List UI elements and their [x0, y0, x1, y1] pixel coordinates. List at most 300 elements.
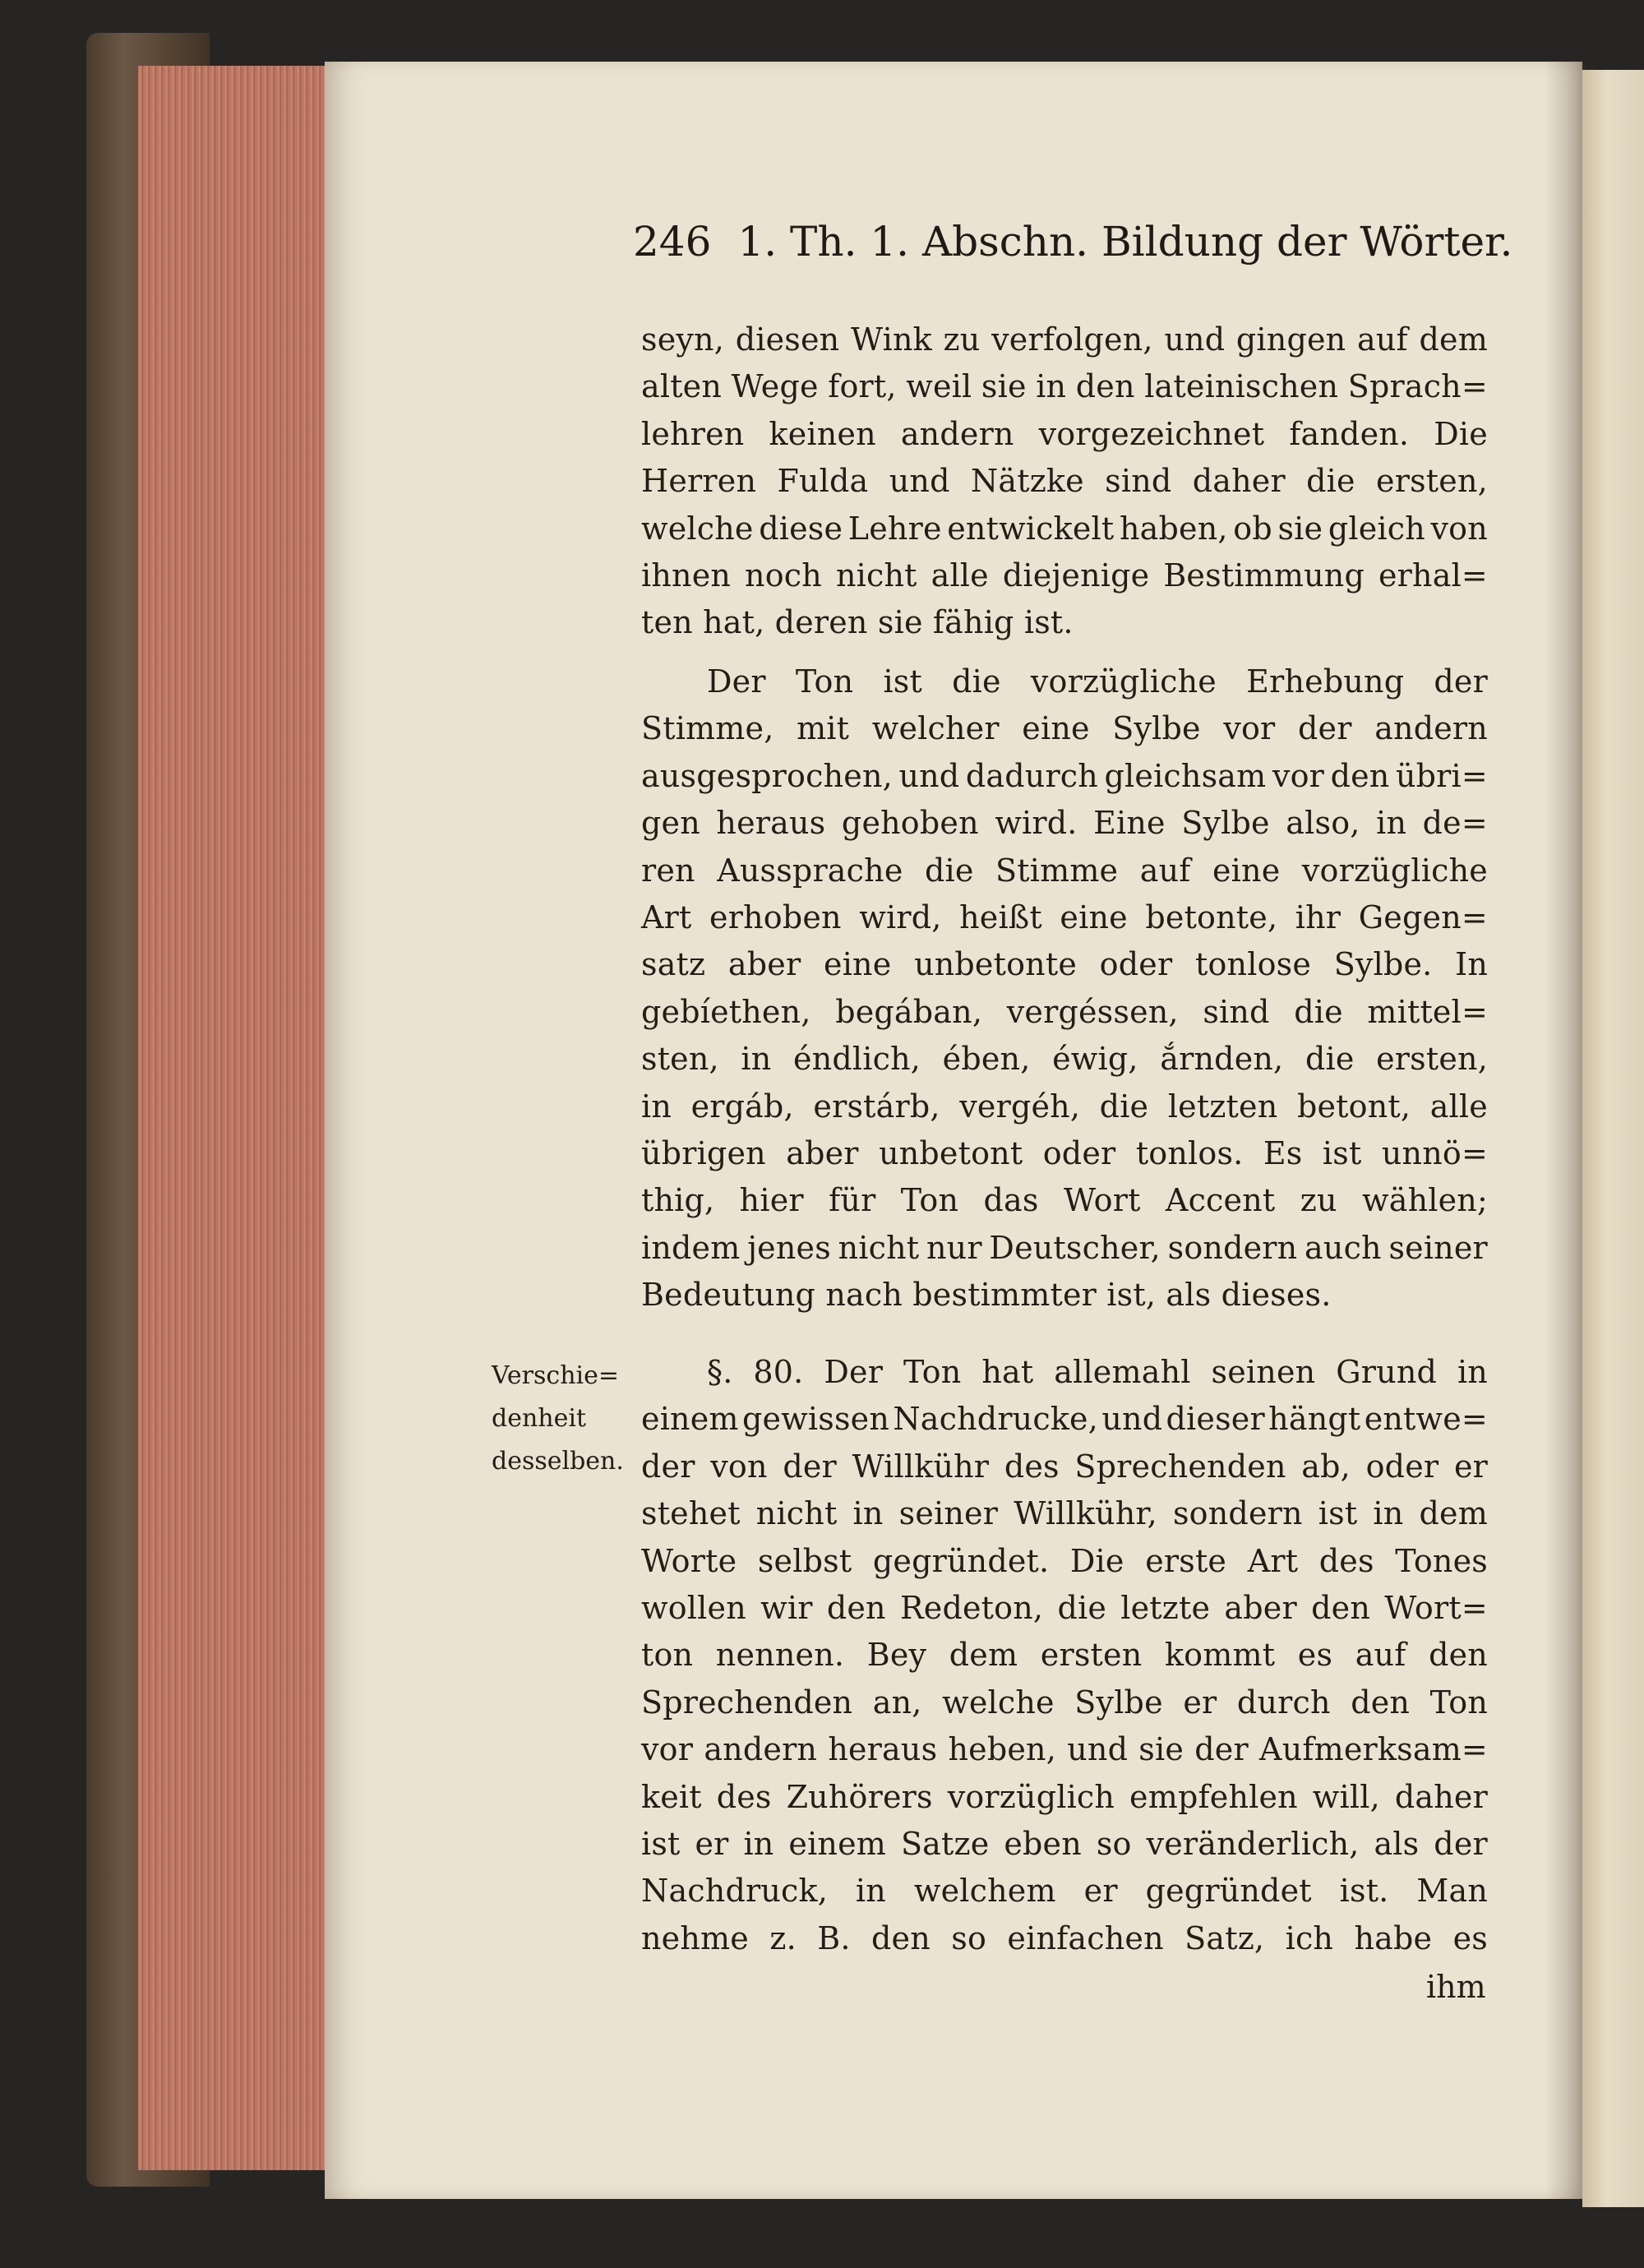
text-line	[641, 658, 1488, 705]
word: vergéh,	[959, 1088, 1081, 1125]
word: veränderlich,	[1146, 1825, 1360, 1862]
word: unbetonte	[914, 946, 1078, 983]
word: betont,	[1296, 1088, 1411, 1125]
word: und	[889, 463, 950, 500]
word: habe	[1354, 1919, 1433, 1956]
word: ében,	[942, 1041, 1031, 1078]
word: noch	[745, 557, 822, 594]
word: zu	[1300, 1182, 1337, 1219]
word: er	[1453, 1448, 1488, 1485]
word: will,	[1312, 1778, 1380, 1815]
word: als	[1374, 1825, 1420, 1862]
text-line	[641, 1585, 1488, 1632]
word: allemahl	[1054, 1354, 1191, 1390]
word: weil	[906, 368, 972, 405]
margin-note-line: Verschie=	[492, 1361, 620, 1390]
word: éndlich,	[793, 1041, 921, 1078]
word: und	[1067, 1731, 1129, 1768]
word: in	[1376, 805, 1407, 842]
word: heraus	[716, 805, 826, 842]
word: in	[1373, 1495, 1404, 1532]
word: betonte,	[1145, 898, 1278, 935]
word: übri=	[1395, 757, 1488, 794]
word: ab,	[1301, 1448, 1351, 1485]
word: ton	[641, 1637, 694, 1674]
word: z.	[769, 1919, 797, 1956]
word: Sylbe	[1074, 1684, 1163, 1721]
word: seiner	[898, 1495, 999, 1532]
word: tonlose	[1195, 946, 1312, 983]
word: Der	[824, 1354, 884, 1390]
word: den	[1429, 1637, 1488, 1674]
word: fanden.	[1289, 415, 1410, 452]
facing-page-edge	[1582, 70, 1644, 2207]
text-line	[641, 705, 1488, 752]
word: wir	[760, 1589, 813, 1626]
word: entwickelt	[947, 510, 1115, 547]
word: ersten,	[1376, 463, 1488, 500]
word: Die	[1069, 1542, 1124, 1579]
word: wird,	[859, 898, 942, 935]
word: den	[826, 1589, 886, 1626]
text-line	[641, 458, 1488, 505]
word: heißt	[959, 898, 1042, 935]
word: alle	[931, 557, 989, 594]
word: eben	[1004, 1825, 1082, 1862]
word: ihnen	[641, 557, 732, 594]
word: oder	[1365, 1448, 1439, 1485]
word: in	[741, 1041, 772, 1078]
word: Lehre	[847, 510, 942, 547]
word: satz	[641, 946, 706, 983]
word: Nachdruck,	[641, 1873, 829, 1910]
word: Aussprache	[717, 852, 903, 889]
word: die	[1305, 1041, 1355, 1078]
text-line	[641, 316, 1488, 363]
word: kommt	[1164, 1637, 1276, 1674]
word: letzte	[1120, 1589, 1211, 1626]
word: den	[1351, 1684, 1411, 1721]
word: andern	[900, 415, 1014, 452]
word: de=	[1422, 805, 1488, 842]
word: den	[1311, 1589, 1370, 1626]
word: übrigen	[641, 1134, 766, 1171]
word: Ton	[903, 1354, 962, 1390]
word: vor	[1223, 710, 1276, 747]
word: Satze	[900, 1825, 990, 1862]
word: diejenige	[1002, 557, 1150, 594]
page-header	[633, 218, 1513, 266]
word: gleichsam	[1104, 757, 1267, 794]
word: Wort=	[1384, 1589, 1488, 1626]
word: Der	[707, 663, 766, 700]
word: §.	[707, 1354, 733, 1390]
word: Sylbe.	[1333, 946, 1433, 983]
word: diesen	[735, 321, 840, 358]
word: lehren	[641, 415, 745, 452]
text-line	[641, 1443, 1488, 1490]
word: seyn,	[641, 321, 725, 358]
word: ist.	[1339, 1873, 1389, 1910]
word: den	[871, 1919, 931, 1956]
word: diese	[759, 510, 843, 547]
word: mit	[797, 710, 850, 747]
word: ihr	[1295, 898, 1342, 935]
word: ist	[1318, 1495, 1358, 1532]
word: dadurch	[965, 757, 1098, 794]
word: sten,	[641, 1041, 719, 1078]
word: thig,	[641, 1182, 715, 1219]
word: welcher	[871, 710, 1000, 747]
word: eine	[824, 946, 892, 983]
word: daher	[1394, 1778, 1488, 1815]
page-edges	[138, 66, 344, 2170]
text-line	[641, 506, 1488, 552]
word: vorzügliche	[1030, 663, 1217, 700]
word: eine	[1022, 710, 1090, 747]
word: die	[1294, 993, 1343, 1030]
word: Ton	[900, 1182, 959, 1219]
word: und	[1164, 321, 1226, 358]
word: Willkühr	[852, 1448, 990, 1485]
word: stehet	[641, 1495, 741, 1532]
word: Sprechenden	[1074, 1448, 1286, 1485]
text-line	[641, 1349, 1488, 1396]
margin-note-line: desselben.	[492, 1447, 624, 1476]
word: Ton	[795, 663, 854, 700]
word: er	[1083, 1873, 1118, 1910]
word: lateinischen	[1144, 368, 1339, 405]
word: durch	[1236, 1684, 1331, 1721]
word: gingen	[1235, 321, 1346, 358]
word: des	[1318, 1542, 1374, 1579]
word: jenes	[747, 1229, 831, 1266]
word: daher	[1192, 463, 1286, 500]
word: die	[1306, 463, 1355, 500]
text-line	[641, 1225, 1488, 1272]
word: er	[695, 1825, 729, 1862]
word: auf	[1357, 321, 1408, 358]
word: Worte	[641, 1542, 737, 1579]
word: Art	[641, 898, 692, 935]
word: ersten,	[1376, 1041, 1488, 1078]
text-line	[641, 1679, 1488, 1726]
word: an,	[872, 1684, 922, 1721]
word: gebíethen,	[641, 993, 811, 1030]
word: des	[1004, 1448, 1060, 1485]
word: ist	[1322, 1134, 1362, 1171]
word: Satz,	[1185, 1919, 1265, 1956]
word: auch	[1305, 1229, 1382, 1266]
word: vor	[1272, 757, 1325, 794]
word: von	[1430, 510, 1488, 547]
word: Sprach=	[1347, 368, 1488, 405]
word: so	[951, 1919, 987, 1956]
text-line	[641, 894, 1488, 941]
word: dieser	[1166, 1401, 1265, 1438]
word: zu	[943, 321, 981, 358]
text-line	[641, 1726, 1488, 1773]
word: gehoben	[841, 805, 979, 842]
word: Die	[1434, 415, 1488, 452]
word: Willkühr,	[1014, 1495, 1157, 1532]
word: erhal=	[1378, 557, 1488, 594]
word: Sylbe	[1181, 805, 1270, 842]
text-line	[641, 941, 1488, 988]
word: welche	[641, 510, 754, 547]
word: Stimme	[995, 852, 1119, 889]
page-number: 246	[633, 218, 712, 266]
word: fort,	[828, 368, 897, 405]
word: ersten	[1040, 1637, 1143, 1674]
text-line-content: Bedeutung nach bestimmter ist, als dieses.	[641, 1277, 1332, 1314]
text-line	[641, 1177, 1488, 1224]
word: 80.	[753, 1354, 804, 1390]
text-line	[641, 989, 1488, 1036]
word: ergáb,	[690, 1088, 794, 1125]
word: sind	[1105, 463, 1172, 500]
word: Wort	[1063, 1182, 1141, 1219]
text-line	[641, 848, 1488, 894]
word: Fulda	[777, 463, 869, 500]
word: aber	[727, 946, 801, 983]
text-line-content: ten hat, deren sie fähig ist.	[641, 604, 1074, 641]
word: Stimme,	[641, 710, 774, 747]
word: nennen.	[715, 1637, 845, 1674]
word: welchem	[913, 1873, 1056, 1910]
word: von	[710, 1448, 768, 1485]
text-line	[641, 1868, 1488, 1915]
word: und	[898, 757, 960, 794]
word: eine	[1212, 852, 1281, 889]
word: nur	[926, 1229, 982, 1266]
word: der	[1434, 1825, 1488, 1862]
word: das	[983, 1182, 1039, 1219]
catchword: ihm	[1426, 1969, 1486, 2005]
word: Eine	[1093, 805, 1166, 842]
word: Nätzke	[970, 463, 1084, 500]
word: gegründet.	[872, 1542, 1050, 1579]
word: Es	[1263, 1134, 1303, 1171]
word: nicht	[838, 1229, 920, 1266]
word: und	[1101, 1401, 1163, 1438]
word: unbetont	[879, 1134, 1023, 1171]
text-line	[641, 411, 1488, 458]
word: der	[1194, 1731, 1249, 1768]
word: des	[716, 1778, 772, 1815]
word: Wege	[731, 368, 819, 405]
word: den	[1075, 368, 1135, 405]
word: vorzügliche	[1301, 852, 1488, 889]
running-title: 1. Th. 1. Abschn. Bildung der Wörter.	[737, 218, 1513, 266]
paragraph-1	[641, 316, 1488, 647]
word: dem	[949, 1637, 1018, 1674]
word: auf	[1355, 1637, 1406, 1674]
word: Zuhörers	[786, 1778, 933, 1815]
word: éwig,	[1052, 1041, 1138, 1078]
word: haben,	[1119, 510, 1228, 547]
margin-note	[492, 1355, 624, 1483]
word: die	[1099, 1088, 1149, 1125]
word: für	[829, 1182, 876, 1219]
word: Aufmerksam=	[1259, 1731, 1488, 1768]
word: Ton	[1429, 1684, 1488, 1721]
paragraph-3	[641, 1349, 1488, 1962]
word: In	[1455, 946, 1488, 983]
text-line	[641, 552, 1488, 599]
word: Deutscher,	[989, 1229, 1161, 1266]
word: unnö=	[1381, 1134, 1488, 1171]
text-line	[641, 800, 1488, 847]
word: der	[1298, 710, 1352, 747]
word: letzten	[1167, 1088, 1278, 1125]
word: hängt	[1268, 1401, 1361, 1438]
word: Tones	[1395, 1542, 1488, 1579]
text-line	[641, 1915, 1488, 1962]
word: sie	[1277, 510, 1323, 547]
word: indem	[641, 1229, 741, 1266]
word: die	[952, 663, 1001, 700]
word: die	[924, 852, 974, 889]
word: B.	[817, 1919, 851, 1956]
word: alten	[641, 368, 723, 405]
word: so	[1096, 1825, 1132, 1862]
word: in	[641, 1088, 672, 1125]
word: dem	[1419, 321, 1488, 358]
word: Nachdrucke,	[893, 1401, 1099, 1438]
word: vergéssen,	[1006, 993, 1179, 1030]
word: oder	[1099, 946, 1173, 983]
word: einem	[788, 1825, 887, 1862]
word: Redeton,	[899, 1589, 1044, 1626]
word: vorzüglich	[947, 1778, 1115, 1815]
word: heben,	[948, 1731, 1057, 1768]
text-line	[641, 1272, 1488, 1319]
word: ist	[883, 663, 922, 700]
word: ắrnden,	[1160, 1041, 1284, 1078]
word: in	[1457, 1354, 1488, 1390]
word: er	[1183, 1684, 1217, 1721]
word: welche	[942, 1684, 1055, 1721]
word: sondern	[1172, 1495, 1303, 1532]
word: entwe=	[1364, 1401, 1488, 1438]
word: der	[641, 1448, 695, 1485]
word: alle	[1429, 1088, 1488, 1125]
text-line	[641, 1774, 1488, 1821]
word: nicht	[835, 557, 917, 594]
word: erste	[1145, 1542, 1227, 1579]
gutter-shadow	[1545, 62, 1586, 2199]
word: der	[783, 1448, 837, 1485]
word: ausgesprochen,	[641, 757, 893, 794]
word: erhoben	[709, 898, 842, 935]
word: aber	[786, 1134, 859, 1171]
word: in	[743, 1825, 774, 1862]
word: gen	[641, 805, 700, 842]
word: eine	[1060, 898, 1128, 935]
word: begában,	[835, 993, 983, 1030]
word: den	[1330, 757, 1390, 794]
word: in	[855, 1873, 886, 1910]
word: sie	[1138, 1731, 1185, 1768]
word: einfachen	[1007, 1919, 1164, 1956]
word: aber	[1224, 1589, 1297, 1626]
text-line	[641, 1632, 1488, 1679]
paragraph-2	[641, 658, 1488, 1319]
word: ren	[641, 852, 695, 889]
word: ich	[1285, 1919, 1334, 1956]
word: dem	[1419, 1495, 1488, 1532]
word: es	[1297, 1637, 1333, 1674]
word: selbst	[757, 1542, 852, 1579]
text-line	[641, 753, 1488, 800]
word: wählen;	[1362, 1182, 1488, 1219]
word: vorgezeichnet	[1038, 415, 1265, 452]
word: Accent	[1165, 1182, 1276, 1219]
word: gewissen	[741, 1401, 890, 1438]
word: heraus	[828, 1731, 938, 1768]
word: der	[1434, 663, 1488, 700]
text-line	[641, 1396, 1488, 1443]
word: Wink	[851, 321, 932, 358]
word: sind	[1203, 993, 1270, 1030]
word: gleich	[1328, 510, 1425, 547]
word: Art	[1247, 1542, 1299, 1579]
word: verfolgen,	[991, 321, 1153, 358]
word: Sprechenden	[641, 1684, 853, 1721]
word: ist	[641, 1825, 681, 1862]
word: Man	[1416, 1873, 1488, 1910]
word: Erhebung	[1246, 663, 1405, 700]
word: in	[1036, 368, 1067, 405]
text-line	[641, 1821, 1488, 1868]
word: die	[1057, 1589, 1107, 1626]
word: andern	[704, 1731, 818, 1768]
word: Herren	[641, 463, 757, 500]
text-line	[641, 1490, 1488, 1537]
word: seinen	[1211, 1354, 1316, 1390]
word: Sylbe	[1112, 710, 1201, 747]
word: sie	[981, 368, 1027, 405]
word: hier	[739, 1182, 804, 1219]
text-line	[641, 1036, 1488, 1083]
word: Gegen=	[1358, 898, 1488, 935]
word: einem	[641, 1401, 739, 1438]
word: keinen	[769, 415, 876, 452]
word: wird.	[995, 805, 1078, 842]
margin-note-line: denheit	[492, 1404, 587, 1433]
word: oder	[1042, 1134, 1116, 1171]
word: erstárb,	[813, 1088, 940, 1125]
word: gegründet	[1145, 1873, 1312, 1910]
text-line	[641, 363, 1488, 410]
word: empfehlen	[1129, 1778, 1298, 1815]
word: sondern	[1167, 1229, 1298, 1266]
word: wollen	[641, 1589, 746, 1626]
word: ob	[1233, 510, 1272, 547]
word: keit	[641, 1778, 702, 1815]
text-line	[641, 599, 1488, 646]
word: tonlos.	[1135, 1134, 1244, 1171]
word: Grund	[1336, 1354, 1438, 1390]
word: andern	[1374, 710, 1488, 747]
word: also,	[1286, 805, 1360, 842]
text-line	[641, 1130, 1488, 1177]
text-line	[641, 1538, 1488, 1585]
word: es	[1452, 1919, 1488, 1956]
word: mittel=	[1367, 993, 1488, 1030]
word: hat	[981, 1354, 1034, 1390]
